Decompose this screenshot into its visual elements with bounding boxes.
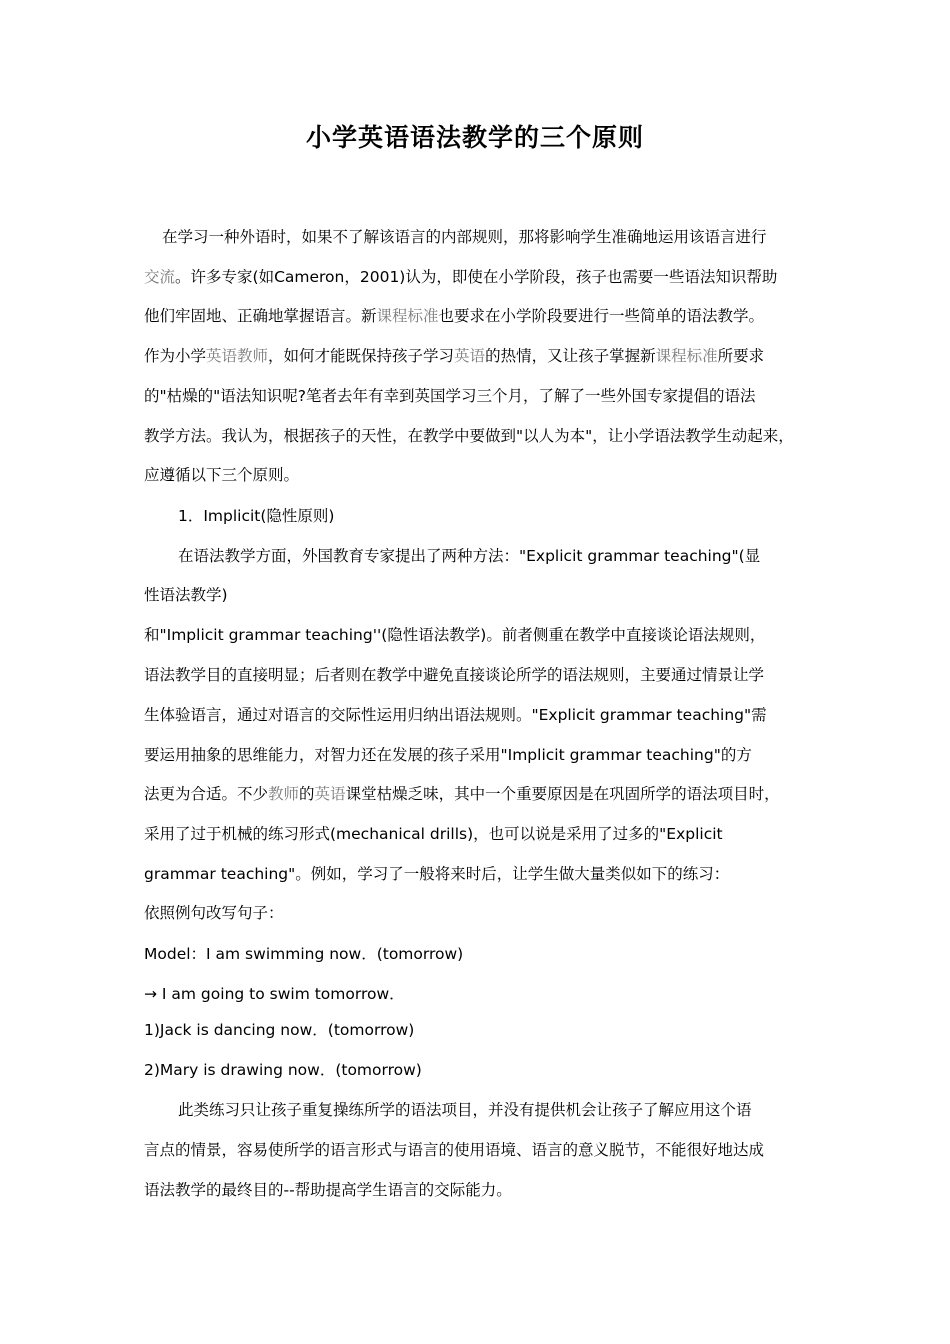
paragraph-1-line-5: 的"枯燥的"语法知识呢?笔者去年有幸到英国学习三个月，了解了一些外国专家提倡的语法: [144, 387, 756, 405]
paragraph-2-line-8: 采用了过于机械的练习形式(mechanical drills)，也可以说是采用了过多的"Explicit: [144, 825, 723, 843]
text-span: 的: [299, 785, 315, 803]
link-kecheng-biaozhun[interactable]: 课程标准: [655, 347, 718, 365]
exercise-model-answer: → I am going to swim tomorrow．: [144, 985, 405, 1003]
text-span: 作为小学: [144, 347, 207, 365]
exercise-item-2: 2)Mary is drawing now．(tomorrow): [144, 1061, 422, 1079]
paragraph-2-line-3: 和"Implicit grammar teaching''(隐性语法教学)。前者侧重在教学中直接谈论语法规则，: [144, 626, 766, 644]
paragraph-2-line-4: 语法教学目的直接明显；后者则在教学中避免直接谈论所学的语法规则，主要通过情景让学: [144, 666, 765, 684]
text-span: 他们牢固地、正确地掌握语言。新: [144, 307, 377, 325]
paragraph-3-line-1: 此类练习只让孩子重复操练所学的语法项目，并没有提供机会让孩子了解应用这个语: [178, 1101, 752, 1119]
exercise-instruction: 依照例句改写句子：: [144, 904, 284, 922]
link-jiaoshi[interactable]: 教师: [268, 785, 300, 803]
paragraph-2-line-2: 性语法教学): [144, 586, 228, 604]
paragraph-1-line-3: [144, 305, 764, 327]
paragraph-1-line-4: [144, 345, 764, 367]
paragraph-1-line-1: 在学习一种外语时，如果不了解该语言的内部规则，那将影响学生准确地运用该语言进行: [162, 228, 767, 246]
paragraph-2-line-7: [144, 783, 780, 805]
text-span: 。许多专家(如Cameron，2001)认为，即使在小学阶段，孩子也需要一些语法知识帮助: [175, 268, 778, 286]
link-kecheng-biaozhun[interactable]: 课程标准: [376, 307, 439, 325]
text-span: 的热情，又让孩子掌握新: [485, 347, 656, 365]
section-heading-1: 1．Implicit(隐性原则): [178, 507, 335, 525]
link-yingyu-jiaoshi[interactable]: 英语教师: [206, 347, 269, 365]
link-yingyu[interactable]: 英语: [454, 347, 486, 365]
text-span: ，如何才能既保持孩子学习: [268, 347, 455, 365]
paragraph-2-line-6: 要运用抽象的思维能力，对智力还在发展的孩子采用"Implicit grammar teaching"的方: [144, 746, 752, 764]
paragraph-1-line-2: [144, 266, 777, 288]
link-yingyu[interactable]: 英语: [314, 785, 346, 803]
exercise-model: Model：I am swimming now．(tomorrow): [144, 945, 464, 963]
paragraph-3-line-3: 语法教学的最终目的--帮助提高学生语言的交际能力。: [144, 1181, 512, 1199]
text-span: 法更为合适。不少: [144, 785, 269, 803]
paragraph-2-line-9: grammar teaching"。例如，学习了一般将来时后，让学生做大量类似如下的练习：: [144, 865, 730, 883]
link-jiaoliu[interactable]: 交流: [144, 268, 176, 286]
paragraph-2-line-1: 在语法教学方面，外国教育专家提出了两种方法："Explicit grammar teaching"(显: [178, 547, 761, 565]
paragraph-1-line-7: 应遵循以下三个原则。: [144, 466, 300, 484]
document-title: 小学英语语法教学的三个原则: [305, 123, 644, 152]
text-span: 课堂枯燥乏味，其中一个重要原因是在巩固所学的语法项目时，: [345, 785, 780, 803]
text-span: 也要求在小学阶段要进行一些简单的语法教学。: [438, 307, 765, 325]
text-span: 所要求: [717, 347, 765, 365]
exercise-item-1: 1)Jack is dancing now．(tomorrow): [144, 1021, 415, 1039]
paragraph-1-line-6: 教学方法。我认为，根据孩子的天性，在教学中要做到"以人为本"，让小学语法教学生动起来，: [144, 427, 794, 445]
paragraph-3-line-2: 言点的情景，容易使所学的语言形式与语言的使用语境、语言的意义脱节，不能很好地达成: [144, 1141, 765, 1159]
paragraph-2-line-5: 生体验语言，通过对语言的交际性运用归纳出语法规则。"Explicit grammar teaching"需: [144, 706, 767, 724]
